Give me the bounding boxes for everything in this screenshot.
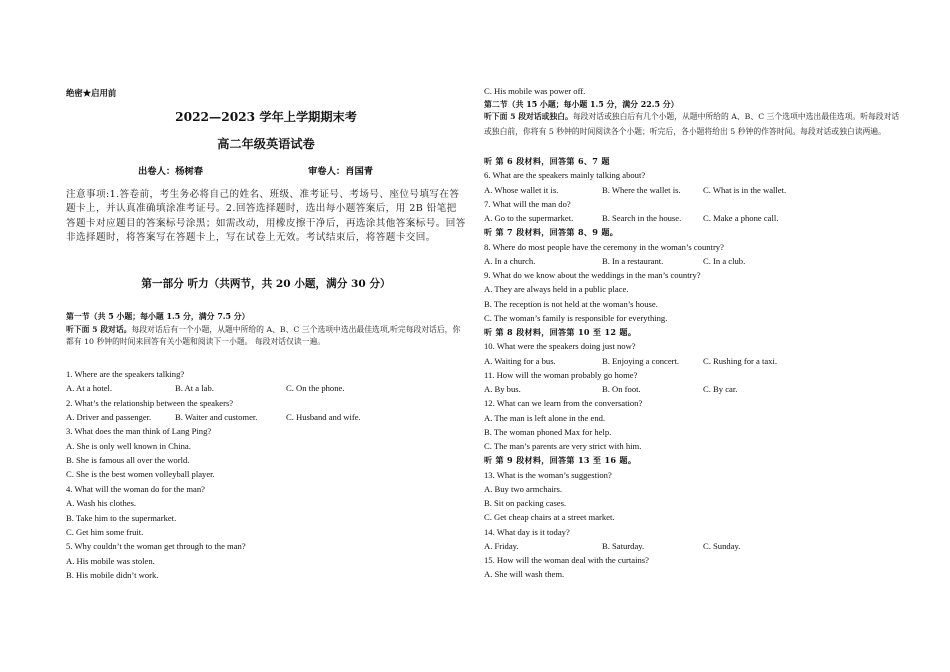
question-line: 13. What is the woman’s suggestion? <box>484 469 612 480</box>
section1-instr-bold: 听下面 5 段对话。 <box>66 325 132 334</box>
answer-option: C. Sunday. <box>703 540 741 551</box>
exam-title: 高二年级英语试卷 <box>217 137 315 151</box>
part1-title: 第一部分 听力（共两节，共 20 小题，满分 30 分） <box>141 278 391 290</box>
answer-option: A. By bus. <box>484 384 521 394</box>
options-row <box>484 540 843 552</box>
options-row <box>484 255 843 267</box>
answer-option: C. On the phone. <box>286 383 345 394</box>
answer-option: C. She is the best women volleyball player. <box>66 469 215 480</box>
question-line: 1. Where are the speakers talking? <box>66 369 185 379</box>
answer-option: A. Whose wallet it is. <box>484 184 559 195</box>
section1-instructions <box>66 324 466 349</box>
material-heading: 听 第 9 段材料，回答第 13 至 16 题。 <box>484 455 637 466</box>
question-line: 5. Why couldn’t the woman get through to the man? <box>66 541 246 552</box>
options-row <box>66 382 436 394</box>
exam-notice: 注意事项:1.答卷前，考生务必将自己的姓名、班级、准考证号、考场号、座位号填写在答题卡上，并认真准确填涂准考证号。2.回答选择题时，选出每小题答案后，用 2B 铅笔把答题卡对应题目的答案标号涂黑；如需改动，用橡皮擦干净后，再选涂其他答案标号。回答非选择题时，将答案写在答题卡上，写在试卷上无效。考试结束后，将答题卡交回。 <box>66 189 466 244</box>
answer-option: C. Get him some fruit. <box>66 526 144 537</box>
answer-option: B. Search in the house. <box>602 213 682 223</box>
answer-option: B. The woman phoned Max for help. <box>484 426 612 437</box>
answer-option: A. She is only well known in China. <box>66 440 191 451</box>
question-line: 12. What can we learn from the conversation? <box>484 398 643 409</box>
material-heading: 听 第 7 段材料，回答第 8、9 题。 <box>484 227 619 238</box>
answer-option: C. Make a phone call. <box>703 213 779 223</box>
question-line: 14. What day is it today? <box>484 526 570 537</box>
question-5-option-c: C. His mobile was power off. <box>484 86 586 96</box>
answer-option: A. Friday. <box>484 540 519 551</box>
question-line: 11. How will the woman probably go home? <box>484 369 638 380</box>
answer-option: A. Driver and passenger. <box>66 412 152 423</box>
author-line: 出卷人：杨树春 <box>138 166 204 177</box>
question-line: 6. What are the speakers mainly talking about? <box>484 170 646 181</box>
exam-year-title: 2022—2023 学年上学期期末考 <box>175 110 357 124</box>
section1-instr-text: 每段对话后有一个小题，从题中所给的 A、B、C 三个选项中选出最佳选项,听完每段对话后，你都有 10 秒钟的时间来回答有关小题和阅读下一小题。 每段对话仅读一遍。 <box>66 325 461 347</box>
section2-title: 第二节（共 15 小题；每小题 1.5 分，满分 22.5 分） <box>484 100 679 109</box>
answer-option: C. By car. <box>703 384 738 394</box>
answer-option: C. What is in the wallet. <box>703 184 787 195</box>
answer-option: A. Waiting for a bus. <box>484 355 556 366</box>
answer-option: C. The man’s parents are very strict with him. <box>484 441 642 451</box>
answer-option: C. Rushing for a taxi. <box>703 355 777 366</box>
section2-instr-bold: 听下面 5 段对话或独白。 <box>484 112 573 121</box>
options-row <box>484 383 843 395</box>
question-line: 3. What does the man think of Lang Ping? <box>66 426 212 437</box>
answer-option: A. She will wash them. <box>484 569 565 580</box>
section1-title: 第一节（共 5 小题；每小题 1.5 分，满分 7.5 分） <box>66 312 250 321</box>
section2-instructions <box>484 110 904 139</box>
answer-option: B. On foot. <box>602 384 641 394</box>
answer-option: C. Get cheap chairs at a street market. <box>484 512 615 523</box>
answer-option: B. The reception is not held at the woman’s house. <box>484 298 658 309</box>
answer-option: A. The man is left alone in the end. <box>484 412 606 423</box>
material-heading: 听 第 8 段材料，回答第 10 至 12 题。 <box>484 327 637 337</box>
reviewer-line: 审卷人：肖国青 <box>308 166 374 177</box>
answer-option: B. Saturday. <box>602 540 645 551</box>
question-line: 7. What will the man do? <box>484 198 571 209</box>
section2-instr-text: 每段对话或独白后有几个小题，从题中所给的 A、B、C 三个选项中选出最佳选项。听每段对话或独白前，你将有 5 秒钟的时间阅读各个小题；听完后，各小题将给出 5 秒钟的作答时间。每段对话或独白读两遍。 <box>484 112 900 136</box>
answer-option: A. In a church. <box>484 255 536 266</box>
answer-option: B. At a lab. <box>175 383 214 394</box>
answer-option: A. At a hotel. <box>66 383 113 394</box>
answer-option: B. She is famous all over the world. <box>66 455 190 466</box>
confidential-mark: 绝密★启用前 <box>66 88 117 98</box>
question-line: 15. How will the woman deal with the curtains? <box>484 555 649 565</box>
answer-option: C. Husband and wife. <box>286 412 361 423</box>
question-line: 4. What will the woman do for the man? <box>66 483 205 494</box>
answer-option: B. In a restaurant. <box>602 255 664 266</box>
question-line: 2. What’s the relationship between the speakers? <box>66 397 234 408</box>
answer-option: A. His mobile was stolen. <box>66 555 155 566</box>
answer-option: A. Wash his clothes. <box>66 498 137 509</box>
answer-option: B. Take him to the supermarket. <box>66 512 177 523</box>
answer-option: A. Go to the supermarket. <box>484 213 574 223</box>
answer-option: B. Enjoying a concert. <box>602 355 680 366</box>
answer-option: B. Where the wallet is. <box>602 184 681 195</box>
options-row <box>484 355 843 367</box>
answer-option: B. His mobile didn’t work. <box>66 569 159 580</box>
options-row <box>66 411 436 423</box>
answer-option: C. The woman’s family is responsible for everything. <box>484 312 668 323</box>
answer-option: B. Waiter and customer. <box>175 412 258 423</box>
answer-option: A. They are always held in a public place. <box>484 284 629 295</box>
question-line: 9. What do we know about the weddings in the man’s country? <box>484 270 701 280</box>
answer-option: C. In a club. <box>703 255 746 266</box>
question-line: 10. What were the speakers doing just now? <box>484 341 636 352</box>
options-row <box>484 212 843 224</box>
options-row <box>484 184 843 196</box>
material-heading: 听 第 6 段材料，回答第 6、7 题 <box>484 156 610 166</box>
question-line: 8. Where do most people have the ceremony in the woman’s country? <box>484 241 724 252</box>
answer-option: B. Sit on packing cases. <box>484 498 567 508</box>
answer-option: A. Buy two armchairs. <box>484 483 563 494</box>
